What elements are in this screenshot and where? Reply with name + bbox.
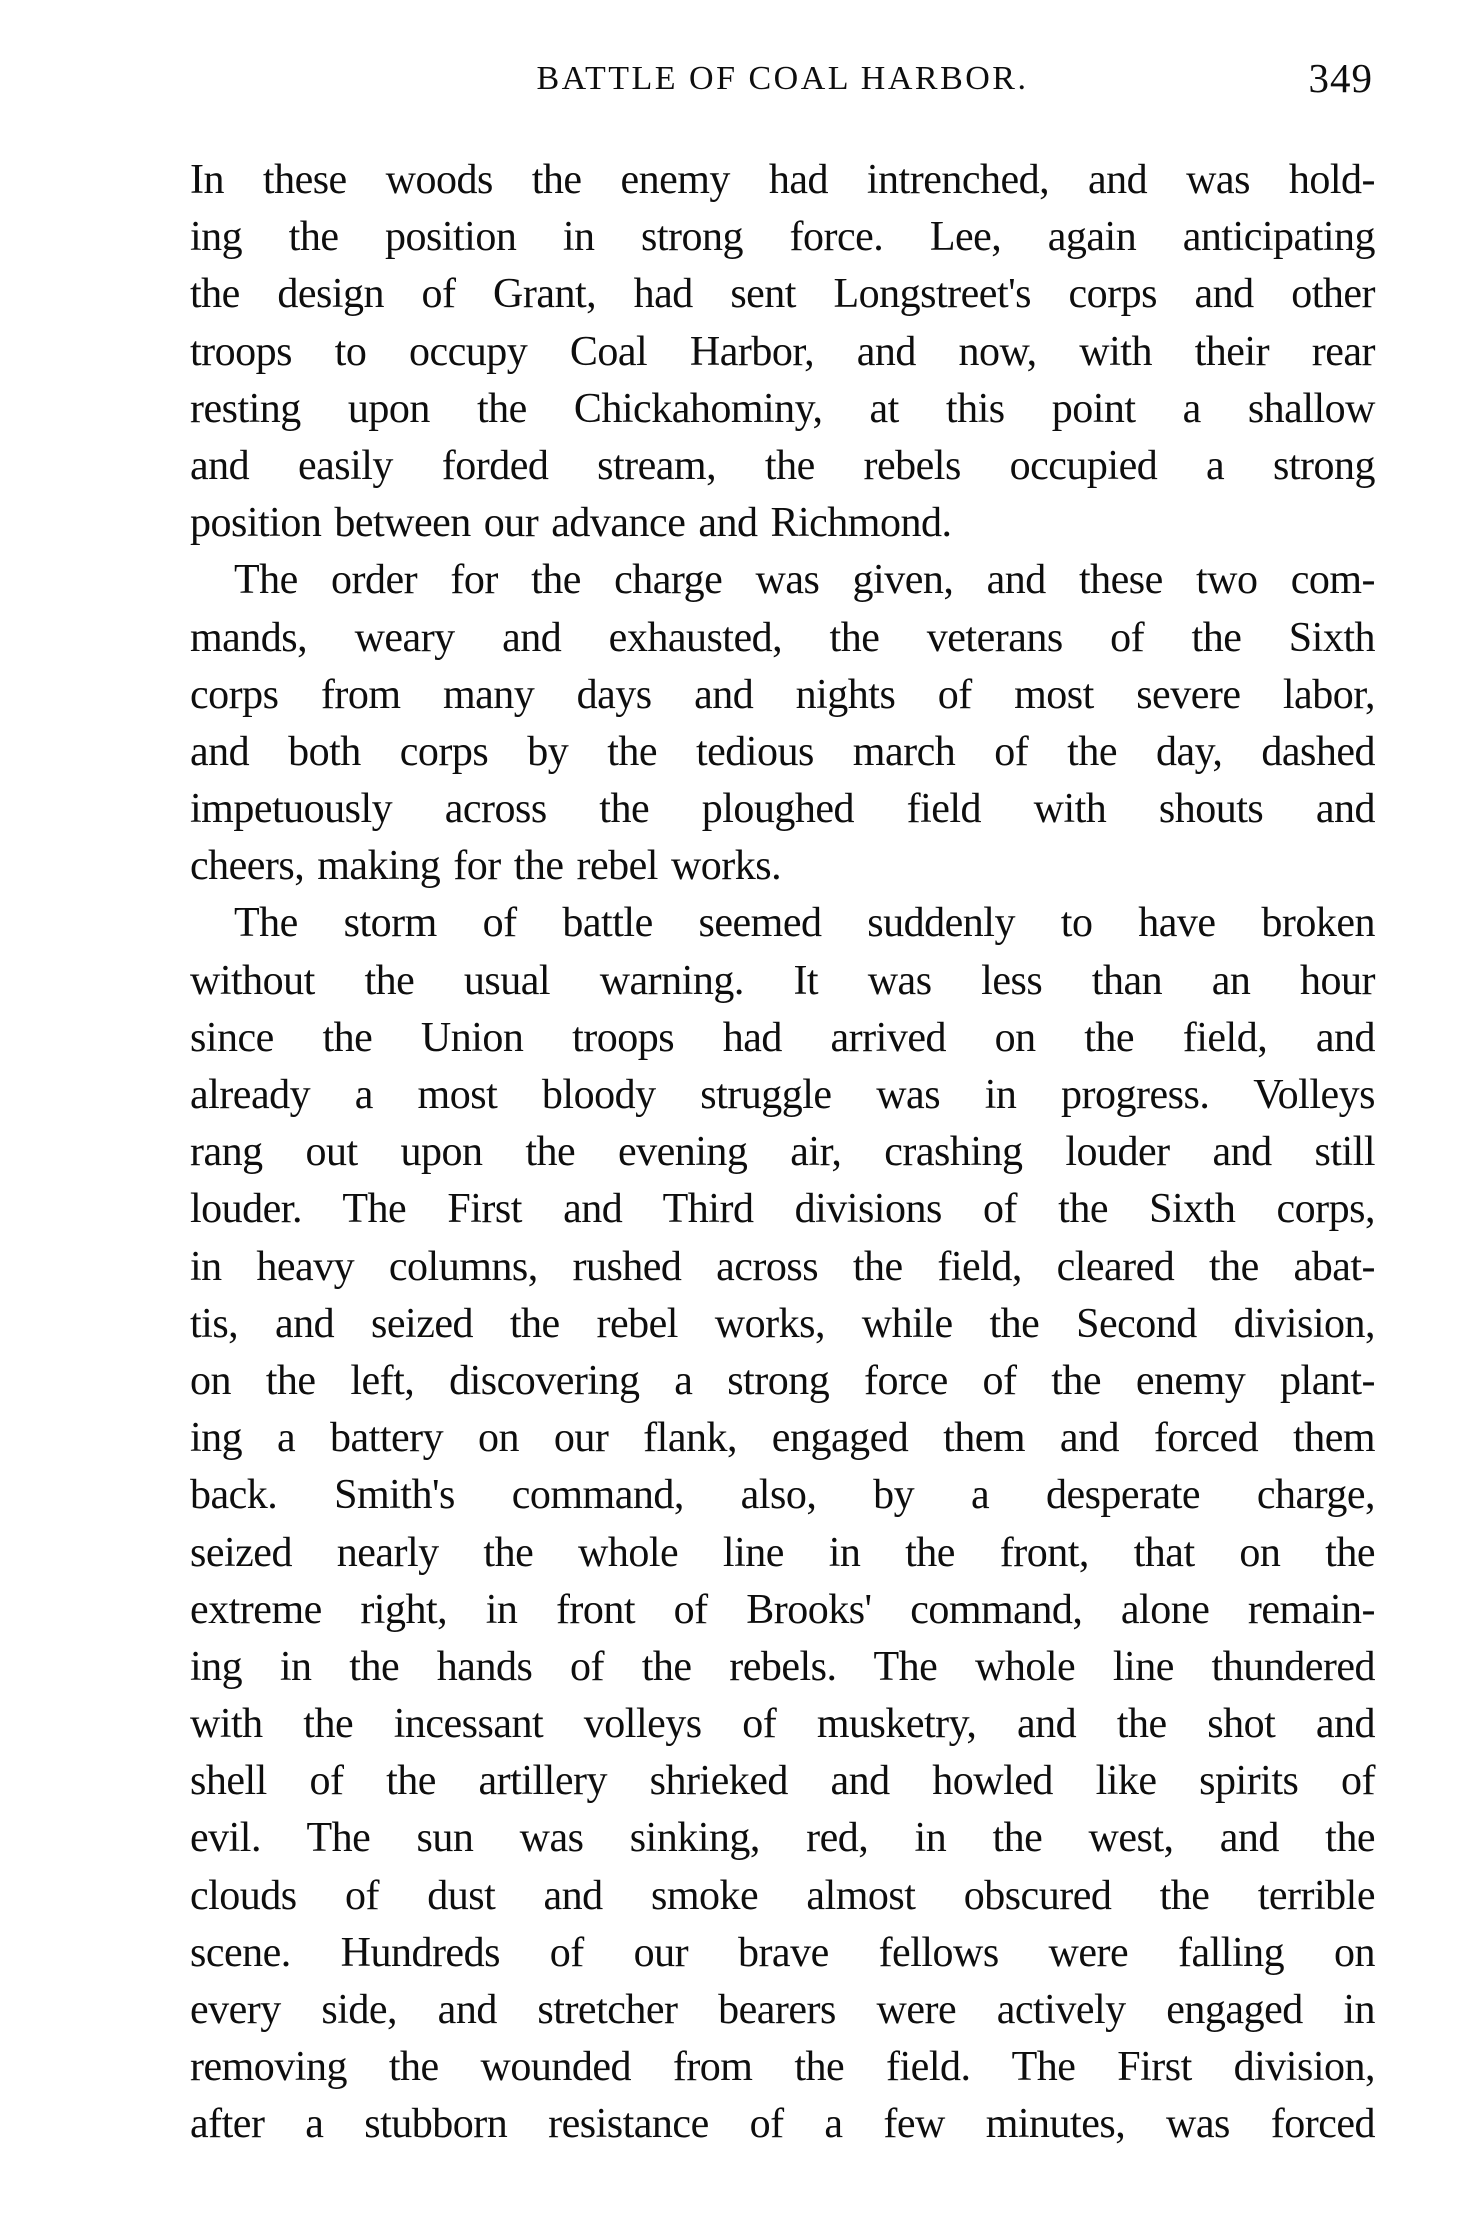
page-number: 349 bbox=[1308, 55, 1373, 101]
running-title: BATTLE OF COAL HARBOR. bbox=[536, 60, 1029, 97]
text-line: in heavy columns, rushed across the field, cleared the abat- bbox=[190, 1243, 1375, 1290]
text-line: troops to occupy Coal Harbor, and now, with their rear bbox=[190, 328, 1375, 375]
text-line: removing the wounded from the field. The First division, bbox=[190, 2044, 1375, 2091]
text-line: The storm of battle seemed suddenly to have broken bbox=[234, 900, 1375, 947]
text-line: the design of Grant, had sent Longstreet's corps and other bbox=[190, 271, 1375, 318]
text-line: rang out upon the evening air, crashing louder and still bbox=[190, 1129, 1375, 1176]
text-line: every side, and stretcher bearers were actively engaged in bbox=[190, 1987, 1375, 2033]
page-body bbox=[190, 152, 1375, 2154]
text-line: without the usual warning. It was less than an hour bbox=[190, 957, 1375, 1004]
text-line: evil. The sun was sinking, red, in the west, and the bbox=[190, 1815, 1375, 1862]
text-line: scene. Hundreds of our brave fellows were falling on bbox=[190, 1929, 1375, 1976]
text-line: seized nearly the whole line in the front, that on the bbox=[190, 1529, 1375, 1576]
text-line: mands, weary and exhausted, the veterans of the Sixth bbox=[190, 614, 1375, 661]
text-line: extreme right, in front of Brooks' command, alone remain- bbox=[190, 1586, 1375, 1633]
text-line: The order for the charge was given, and these two com- bbox=[234, 557, 1375, 604]
text-line: resting upon the Chickahominy, at this point a shallow bbox=[190, 385, 1375, 432]
text-line: ing the position in strong force. Lee, again anticipating bbox=[190, 214, 1375, 261]
text-line: corps from many days and nights of most severe labor, bbox=[190, 671, 1375, 718]
text-line: and both corps by the tedious march of the day, dashed bbox=[190, 728, 1375, 775]
text-line: impetuously across the ploughed field with shouts and bbox=[190, 786, 1375, 833]
text-line: shell of the artillery shrieked and howled like spirits of bbox=[190, 1758, 1375, 1805]
text-line: ing in the hands of the rebels. The whole line thundered bbox=[190, 1643, 1375, 1690]
page-header bbox=[190, 54, 1375, 102]
text-line: ing a battery on our flank, engaged them and forced them bbox=[190, 1415, 1375, 1462]
text-line: and easily forded stream, the rebels occupied a strong bbox=[190, 442, 1375, 489]
text-line: louder. The First and Third divisions of the Sixth corps, bbox=[190, 1186, 1375, 1233]
text-line: since the Union troops had arrived on the field, and bbox=[190, 1014, 1375, 1061]
text-line: back. Smith's command, also, by a desperate charge, bbox=[190, 1472, 1375, 1519]
text-line: already a most bloody struggle was in progress. Volleys bbox=[190, 1072, 1375, 1118]
text-line: position between our advance and Richmond. bbox=[190, 500, 952, 547]
text-line: on the left, discovering a strong force of the enemy plant- bbox=[190, 1357, 1375, 1404]
text-line: tis, and seized the rebel works, while the Second division, bbox=[190, 1300, 1375, 1347]
text-line: In these woods the enemy had intrenched, and was hold- bbox=[190, 157, 1375, 203]
text-line: with the incessant volleys of musketry, and the shot and bbox=[190, 1701, 1375, 1748]
text-line: cheers, making for the rebel works. bbox=[190, 843, 782, 890]
text-line: clouds of dust and smoke almost obscured the terrible bbox=[190, 1872, 1375, 1919]
text-line: after a stubborn resistance of a few minutes, was forced bbox=[190, 2101, 1375, 2148]
